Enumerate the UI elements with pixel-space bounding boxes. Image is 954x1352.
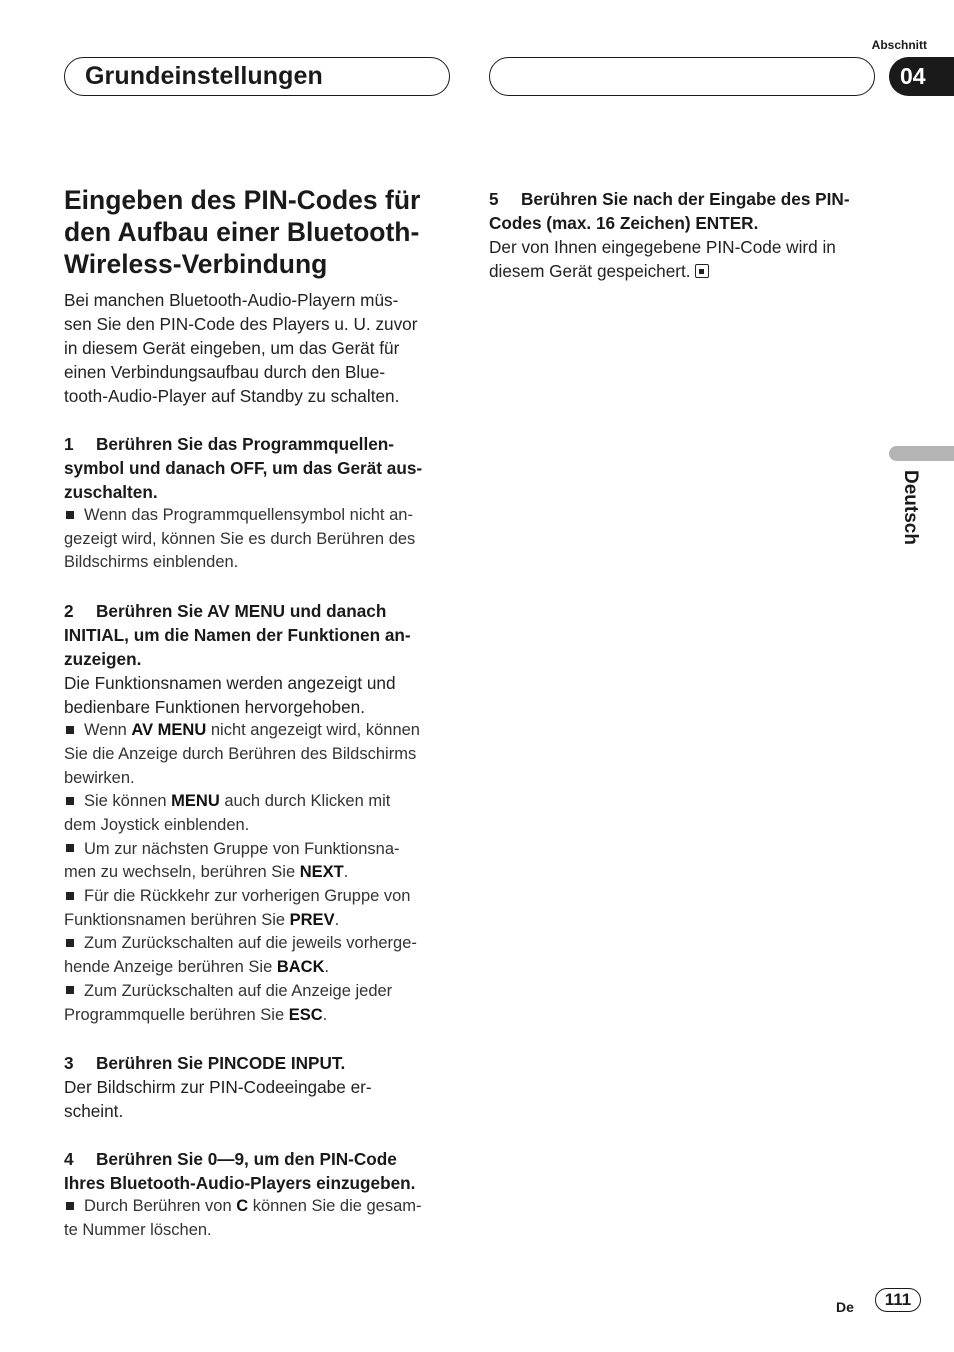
bullet-square-icon: [66, 892, 74, 900]
main-heading: Eingeben des PIN-Codes für den Aufbau einer Bluetooth- Wireless-Verbindung: [64, 185, 421, 279]
language-tab-marker: [889, 446, 954, 461]
bullet-square-icon: [66, 844, 74, 852]
section-title: Grundeinstellungen: [85, 62, 323, 90]
section-header: [64, 57, 450, 96]
page-number: 111: [875, 1288, 921, 1312]
step-4-note: Durch Berühren von C können Sie die gesam- te Nummer löschen.: [64, 1197, 422, 1239]
step-1: 1 Berühren Sie das Programmquellen- symbol und danach OFF, um das Gerät aus- zuschalten.: [64, 434, 423, 502]
bullet-square-icon: [66, 939, 74, 947]
step-2: 2 Berühren Sie AV MENU und danach INITIAL, um die Namen der Funktionen an- zuzeigen.: [64, 601, 411, 670]
step-2-note-back: Zum Zurückschalten auf die jeweils vorherge- hende Anzeige berühren Sie BACK.: [64, 934, 417, 977]
abschnitt-label: Abschnitt: [871, 38, 927, 52]
bullet-square-icon: [66, 726, 74, 734]
step-5-body: Der von Ihnen eingegebene PIN-Code wird in diesem Gerät gespeichert.: [489, 237, 836, 281]
intro-paragraph: Bei manchen Bluetooth-Audio-Playern müs- sen Sie den PIN-Code des Players u. U. zuvor in diesem Gerät eingeben, um das Gerät für einen Verbindungsaufbau durch den Blue- tooth-Audio-Player auf Standby zu schalten.: [64, 290, 418, 406]
bullet-square-icon: [66, 797, 74, 805]
header-blank-pill: [489, 57, 875, 96]
step-3: 3 Berühren Sie PINCODE INPUT.: [64, 1053, 346, 1074]
step-4: 4 Berühren Sie 0—9, um den PIN-Code Ihres Bluetooth-Audio-Players einzugeben.: [64, 1149, 416, 1194]
right-column: [489, 187, 879, 283]
step-5: 5 Berühren Sie nach der Eingabe des PIN- Codes (max. 16 Zeichen) ENTER.: [489, 189, 850, 233]
step-2-note-menu: Sie können MENU auch durch Klicken mit dem Joystick einblenden.: [64, 792, 391, 834]
footer-language-code: De: [836, 1299, 854, 1315]
left-column: [64, 184, 454, 1243]
step-2-body: Die Funktionsnamen werden angezeigt und bedienbare Funktionen hervorgehoben.: [64, 673, 396, 718]
language-label: Deutsch: [900, 470, 921, 545]
bullet-square-icon: [66, 511, 74, 519]
step-2-note-prev: Für die Rückkehr zur vorherigen Gruppe von Funktionsnamen berühren Sie PREV.: [64, 887, 411, 929]
end-of-section-icon: [695, 264, 709, 278]
chapter-badge: 04: [889, 57, 954, 96]
step-1-note: Wenn das Programmquellensymbol nicht an- gezeigt wird, können Sie es durch Berühren des Bildschirms einblenden.: [64, 506, 416, 572]
bullet-square-icon: [66, 1202, 74, 1210]
step-2-note-esc: Zum Zurückschalten auf die Anzeige jeder Programmquelle berühren Sie ESC.: [64, 981, 393, 1024]
step-3-body: Der Bildschirm zur PIN-Codeeingabe er- scheint.: [64, 1077, 372, 1122]
bullet-square-icon: [66, 986, 74, 994]
step-2-note-av-menu: Wenn AV MENU nicht angezeigt wird, können Sie die Anzeige durch Berühren des Bildschirms bewirken.: [64, 721, 420, 787]
step-2-note-next: Um zur nächsten Gruppe von Funktionsna- men zu wechseln, berühren Sie NEXT.: [64, 839, 400, 882]
